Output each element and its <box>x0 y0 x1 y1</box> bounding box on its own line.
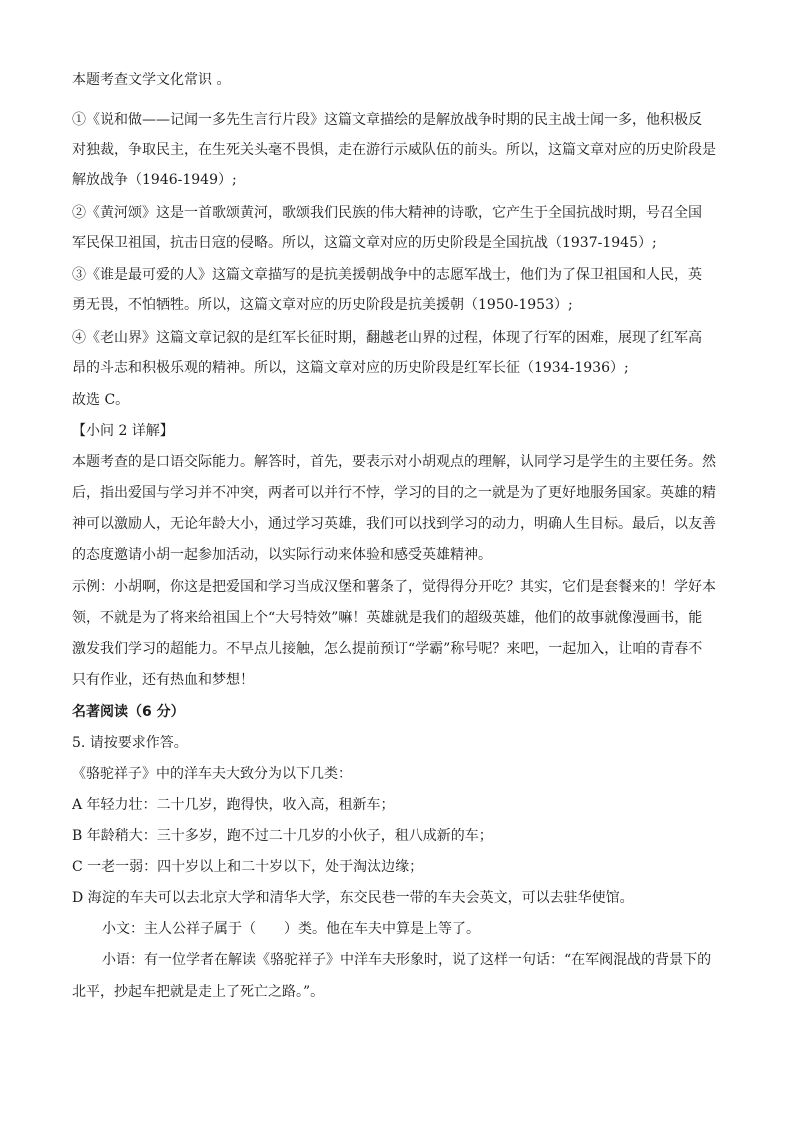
option-c: C 一老一弱：四十岁以上和二十岁以下，处于淘汰边缘； <box>72 859 424 875</box>
q1-answer: 故选 C。 <box>72 392 130 408</box>
q1-item1-line2: 对独裁，争取民主，在生死关头毫不畏惧，走在游行示威队伍的前头。所以，这篇文章对应的历史阶段是 <box>72 142 716 158</box>
q2-example-line2: 领，不就是为了将来给祖国上个“大号特效”嘛！英雄就是我们的超级英雄，他们的故事就像漫画书，能 <box>72 610 703 626</box>
q2-example-line3: 激发我们学习的超能力。不早点儿接触，怎么提前预订“学霸”称号呢？来吧，一起加入，让咱的青春不 <box>72 641 703 657</box>
q2-para-line1: 本题考查的是口语交际能力。解答时，首先，要表示对小胡观点的理解，认同学习是学生的主要任务。然 <box>72 454 716 470</box>
intro-text: 本题考查文学文化常识 。 <box>72 72 231 88</box>
q1-item2-line2: 军民保卫祖国，抗击日寇的侵略。所以，这篇文章对应的历史阶段是全国抗战（1937-1945）; <box>72 235 657 251</box>
q1-item4-line2: 昂的斗志和积极乐观的精神。所以，这篇文章对应的历史阶段是红军长征（1934-1936）; <box>72 360 629 376</box>
option-a: A 年轻力壮：二十几岁，跑得快，收入高，租新车； <box>72 797 395 813</box>
q2-para-line2: 后，指出爱国与学习并不冲突，两者可以并行不悖，学习的目的之一就是为了更好地服务国家。英雄的精 <box>72 485 716 501</box>
xiaoyu-line2: 北平，抄起车把就是走上了死亡之路。”。 <box>72 984 325 1000</box>
q2-example-line1: 示例：小胡啊，你这是把爱国和学习当成汉堡和薯条了，觉得得分开吃？其实，它们是套餐来的！学好本 <box>72 579 716 595</box>
q1-item1-line3: 解放战争（1946-1949）; <box>72 172 237 188</box>
q1-item3-line2: 勇无畏，不怕牺牲。所以，这篇文章对应的历史阶段是抗美援朝（1950-1953）; <box>72 297 573 313</box>
xiaoyu-line1: 小语：有一位学者在解读《骆驼祥子》中洋车夫形象时，说了这样一句话：“在军阀混战的背景下的 <box>102 952 712 968</box>
option-d: D 海淀的车夫可以去北京大学和清华大学，东交民巷一带的车夫会英文，可以去驻华使馆。 <box>72 890 634 906</box>
q2-para-line3: 神可以激励人，无论年龄大小，通过学习英雄，我们可以找到学习的动力，明确人生目标。最后，以友善 <box>72 516 716 532</box>
q2-example-line4: 只有作业，还有热血和梦想！ <box>72 672 254 688</box>
q1-item4-line1: ④《老山界》这篇文章记叙的是红军长征时期，翻越老山界的过程，体现了行军的困难，展现了红军高 <box>72 330 702 346</box>
q2-heading: 【小问 2 详解】 <box>72 423 174 439</box>
xiaowen-text: 小文：主人公祥子属于（ ）类。他在车夫中算是上等了。 <box>102 921 480 937</box>
question-lead: 《骆驼祥子》中的洋车夫大致分为以下几类： <box>72 766 352 782</box>
q1-item3-line1: ③《谁是最可爱的人》这篇文章描写的是抗美援朝战争中的志愿军战士，他们为了保卫祖国和人民，英 <box>72 267 702 283</box>
question-5: 5. 请按要求作答。 <box>72 735 188 751</box>
option-b: B 年龄稍大：三十多岁，跑不过二十几岁的小伙子，租八成新的车； <box>72 828 493 844</box>
q1-item2-line1: ②《黄河颂》这是一首歌颂黄河，歌颂我们民族的伟大精神的诗歌，它产生于全国抗战时期，号召全国 <box>72 205 702 221</box>
section-heading: 名著阅读（6 分） <box>72 704 185 720</box>
q2-para-line4: 的态度邀请小胡一起参加活动，以实际行动来体验和感受英雄精神。 <box>72 547 492 563</box>
q1-item1-line1: ①《说和做——记闻一多先生言行片段》这篇文章描绘的是解放战争时期的民主战士闻一多，他积极反 <box>72 112 702 128</box>
